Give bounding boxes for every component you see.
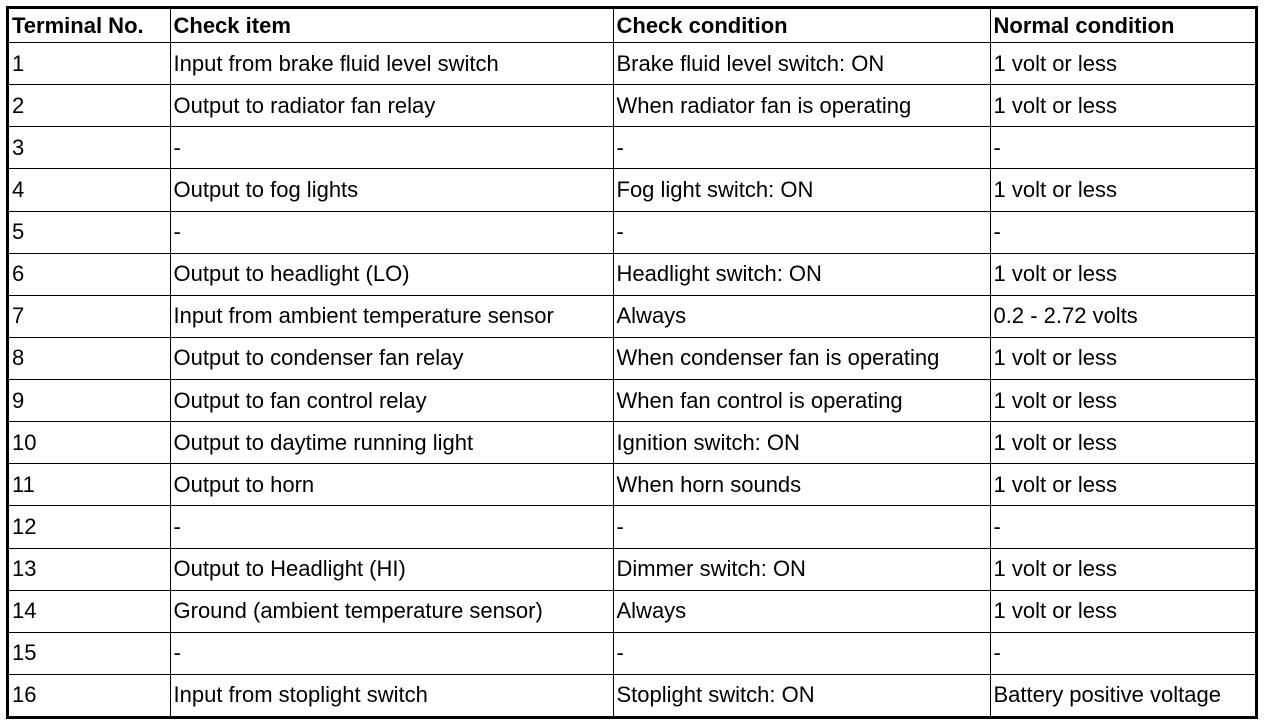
cell-normal-condition: 1 volt or less	[990, 169, 1255, 211]
cell-check-condition: When fan control is operating	[613, 380, 990, 422]
cell-check-condition: When radiator fan is operating	[613, 85, 990, 127]
cell-terminal-no: 8	[9, 337, 170, 379]
table-row	[9, 674, 1255, 716]
table-row	[9, 253, 1255, 295]
cell-check-condition: -	[613, 506, 990, 548]
table-row	[9, 464, 1255, 506]
cell-check-item: Input from stoplight switch	[170, 674, 613, 716]
cell-normal-condition: 1 volt or less	[990, 253, 1255, 295]
cell-check-condition: Headlight switch: ON	[613, 253, 990, 295]
cell-check-item: Output to Headlight (HI)	[170, 548, 613, 590]
cell-check-item: Output to radiator fan relay	[170, 85, 613, 127]
header-normal-condition: Normal condition	[990, 9, 1255, 43]
cell-normal-condition: 0.2 - 2.72 volts	[990, 295, 1255, 337]
terminal-check-table	[9, 9, 1255, 716]
cell-normal-condition: 1 volt or less	[990, 548, 1255, 590]
cell-check-condition: Dimmer switch: ON	[613, 548, 990, 590]
cell-check-condition: -	[613, 127, 990, 169]
cell-check-condition: -	[613, 632, 990, 674]
cell-check-condition: When condenser fan is operating	[613, 337, 990, 379]
cell-normal-condition: 1 volt or less	[990, 337, 1255, 379]
cell-check-condition: -	[613, 211, 990, 253]
cell-normal-condition: -	[990, 211, 1255, 253]
cell-terminal-no: 9	[9, 380, 170, 422]
table-body	[9, 43, 1255, 717]
cell-check-item: Output to daytime running light	[170, 422, 613, 464]
cell-check-item: Output to fan control relay	[170, 380, 613, 422]
cell-normal-condition: 1 volt or less	[990, 43, 1255, 85]
table-row	[9, 380, 1255, 422]
cell-normal-condition: Battery positive voltage	[990, 674, 1255, 716]
cell-terminal-no: 15	[9, 632, 170, 674]
cell-normal-condition: -	[990, 127, 1255, 169]
cell-normal-condition: 1 volt or less	[990, 380, 1255, 422]
cell-check-item: -	[170, 127, 613, 169]
cell-check-item: -	[170, 211, 613, 253]
table-row	[9, 548, 1255, 590]
cell-check-item: Output to horn	[170, 464, 613, 506]
cell-terminal-no: 1	[9, 43, 170, 85]
cell-check-item: Input from ambient temperature sensor	[170, 295, 613, 337]
cell-normal-condition: -	[990, 506, 1255, 548]
cell-terminal-no: 3	[9, 127, 170, 169]
header-check-item: Check item	[170, 9, 613, 43]
cell-check-condition: Ignition switch: ON	[613, 422, 990, 464]
cell-check-condition: Brake fluid level switch: ON	[613, 43, 990, 85]
cell-check-condition: When horn sounds	[613, 464, 990, 506]
table-row	[9, 85, 1255, 127]
table-row	[9, 337, 1255, 379]
table-row	[9, 422, 1255, 464]
cell-check-item: Output to headlight (LO)	[170, 253, 613, 295]
cell-check-item: -	[170, 506, 613, 548]
cell-normal-condition: 1 volt or less	[990, 464, 1255, 506]
table-row	[9, 43, 1255, 85]
terminal-check-table-container	[6, 6, 1258, 719]
cell-terminal-no: 13	[9, 548, 170, 590]
cell-check-condition: Always	[613, 295, 990, 337]
cell-terminal-no: 14	[9, 590, 170, 632]
table-row	[9, 169, 1255, 211]
cell-check-item: Output to condenser fan relay	[170, 337, 613, 379]
cell-check-condition: Stoplight switch: ON	[613, 674, 990, 716]
cell-terminal-no: 10	[9, 422, 170, 464]
cell-check-item: Output to fog lights	[170, 169, 613, 211]
cell-normal-condition: 1 volt or less	[990, 590, 1255, 632]
cell-terminal-no: 5	[9, 211, 170, 253]
table-row	[9, 295, 1255, 337]
cell-normal-condition: 1 volt or less	[990, 85, 1255, 127]
table-row	[9, 632, 1255, 674]
cell-terminal-no: 7	[9, 295, 170, 337]
header-terminal-no: Terminal No.	[9, 9, 170, 43]
header-check-condition: Check condition	[613, 9, 990, 43]
cell-terminal-no: 6	[9, 253, 170, 295]
cell-normal-condition: -	[990, 632, 1255, 674]
cell-check-condition: Always	[613, 590, 990, 632]
cell-terminal-no: 2	[9, 85, 170, 127]
cell-check-item: Input from brake fluid level switch	[170, 43, 613, 85]
cell-terminal-no: 16	[9, 674, 170, 716]
cell-terminal-no: 11	[9, 464, 170, 506]
table-row	[9, 506, 1255, 548]
cell-terminal-no: 12	[9, 506, 170, 548]
header-row	[9, 9, 1255, 43]
cell-check-condition: Fog light switch: ON	[613, 169, 990, 211]
cell-check-item: -	[170, 632, 613, 674]
table-header	[9, 9, 1255, 43]
table-row	[9, 127, 1255, 169]
table-row	[9, 211, 1255, 253]
cell-terminal-no: 4	[9, 169, 170, 211]
cell-check-item: Ground (ambient temperature sensor)	[170, 590, 613, 632]
cell-normal-condition: 1 volt or less	[990, 422, 1255, 464]
table-row	[9, 590, 1255, 632]
